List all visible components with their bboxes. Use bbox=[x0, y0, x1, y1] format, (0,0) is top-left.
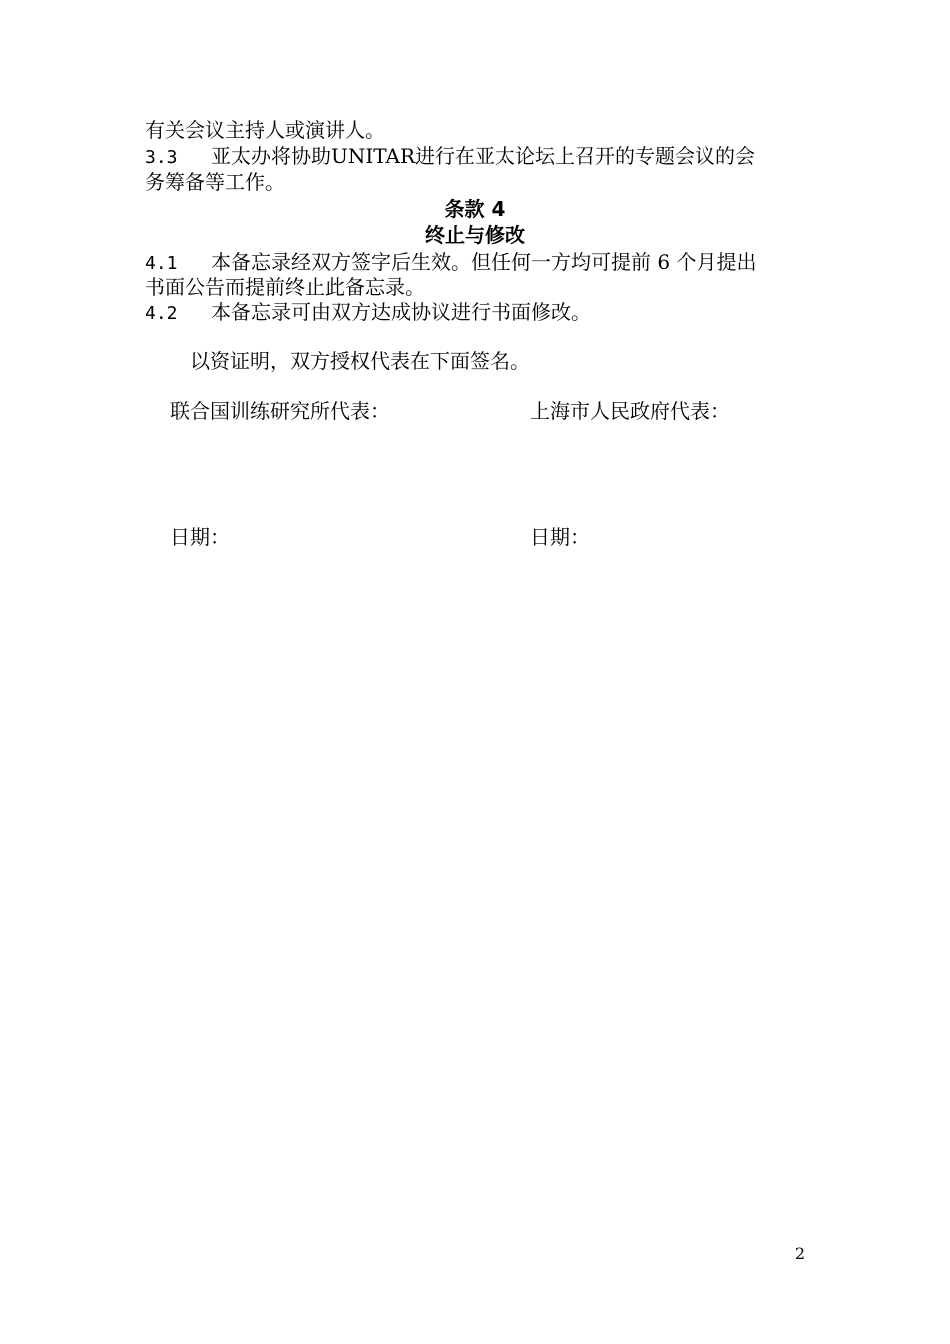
clause-4-1-text-2: 书面公告而提前终止此备忘录。 bbox=[145, 275, 425, 299]
page-number: 2 bbox=[794, 1244, 805, 1263]
shanghai-date-label: 日期： bbox=[530, 525, 590, 549]
shanghai-representative-label: 上海市人民政府代表： bbox=[530, 399, 730, 423]
continuation-text: 有关会议主持人或演讲人。 bbox=[145, 118, 385, 142]
clause-4-2-text: 本备忘录可由双方达成协议进行书面修改。 bbox=[211, 300, 591, 324]
witness-statement: 以资证明，双方授权代表在下面签名。 bbox=[190, 349, 530, 373]
clause-3-3-text-2: 务筹备等工作。 bbox=[145, 170, 285, 194]
article-4-subtitle: 终止与修改 bbox=[425, 223, 525, 247]
clause-4-1-line-1 bbox=[145, 249, 756, 277]
unitar-representative-label: 联合国训练研究所代表： bbox=[170, 399, 390, 423]
clause-3-3-text-1: 亚太办将协助UNITAR进行在亚太论坛上召开的专题会议的会 bbox=[211, 144, 756, 168]
clause-4-1-number: 4.1 bbox=[145, 253, 178, 274]
clause-3-3-number: 3.3 bbox=[145, 147, 178, 168]
unitar-date-label: 日期： bbox=[170, 525, 230, 549]
clause-4-1-line-2 bbox=[145, 274, 425, 300]
clause-3-3-line-2 bbox=[145, 169, 285, 195]
clause-3-3-line-1 bbox=[145, 143, 755, 171]
clause-4-2-line bbox=[145, 299, 591, 327]
clause-4-2-number: 4.2 bbox=[145, 303, 178, 324]
clause-4-1-text-1: 本备忘录经双方签字后生效。但任何一方均可提前 6 个月提出 bbox=[211, 250, 757, 274]
continuation-line bbox=[145, 117, 385, 143]
article-4-title: 条款 4 bbox=[444, 197, 506, 221]
